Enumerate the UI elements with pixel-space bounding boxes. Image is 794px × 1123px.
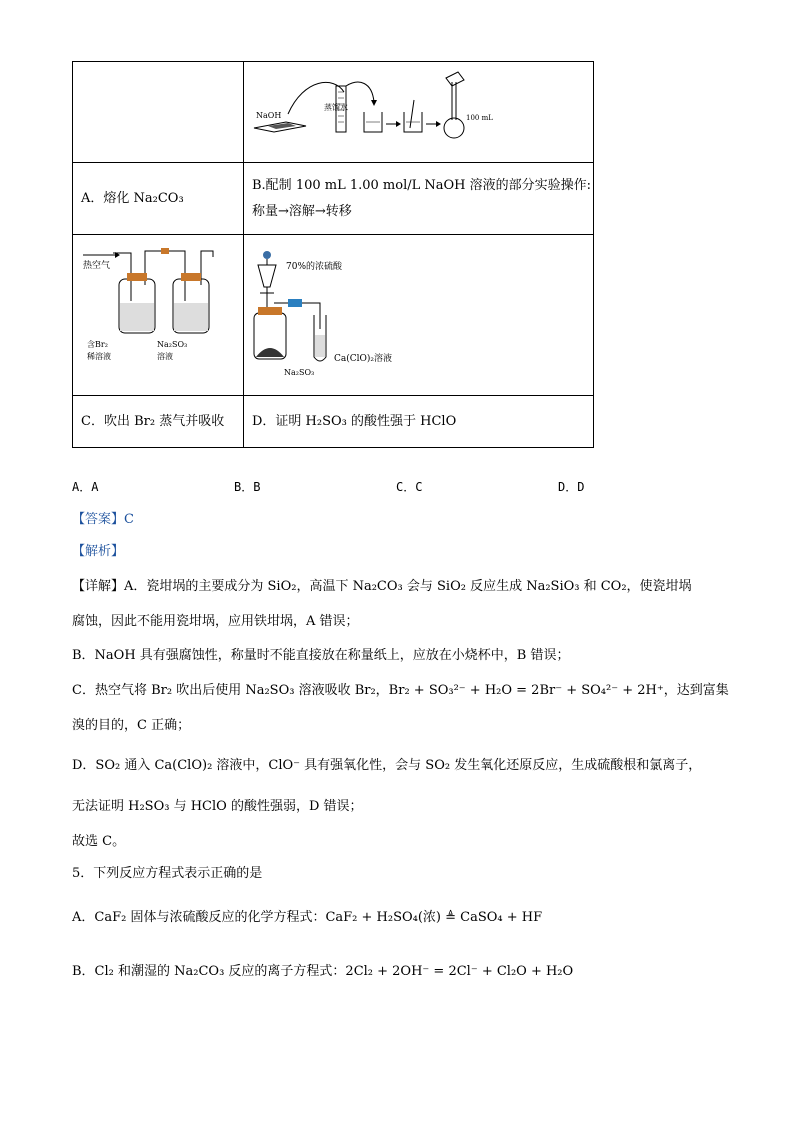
detail-c-line1: C．热空气将 Br₂ 吹出后使用 Na₂SO₃ 溶液吸收 Br₂，Br₂ + SO₃²⁻ + H₂O = 2Br⁻ + SO₄²⁻ + 2H⁺，达到富集 (72, 683, 729, 698)
detail-c-line2: 溴的目的，C 正确； (72, 718, 191, 733)
bromine-absorption-figure (73, 235, 244, 391)
question-table (72, 61, 594, 448)
analysis-header: 【解析】 (72, 544, 125, 559)
answer-options (72, 478, 632, 496)
detail-b: B．NaOH 具有强腐蚀性，称量时不能直接放在称量纸上，应放在小烧杯中，B 错误； (72, 648, 570, 663)
so2-generation-figure (244, 235, 594, 391)
cell-a-label: A．熔化 Na₂CO₃ (81, 190, 184, 206)
flask-label: 100 mL (466, 114, 493, 122)
cell-a (73, 163, 244, 235)
water-label-text: 蒸馏水 (324, 103, 348, 112)
right-bottle-label-1: Na₂SO₃ (157, 340, 188, 349)
right-bottle-label-2: 溶液 (157, 352, 173, 361)
detail-d-line2: 无法证明 H₂SO₃ 与 HClO 的酸性强弱，D 错误； (72, 799, 363, 814)
option-c[interactable]: C．C (396, 480, 423, 494)
cell-c-label: C．吹出 Br₂ 蒸气并吸收 (81, 413, 225, 429)
hot-air-label: 热空气 (83, 261, 111, 271)
naoh-preparation-figure (244, 62, 594, 158)
cell-d-label: D．证明 H₂SO₃ 的酸性强于 HClO (252, 413, 457, 429)
option-b[interactable]: B．B (234, 480, 261, 494)
left-bottle-label-2: 稀溶液 (87, 352, 111, 361)
solid-label: Na₂SO₃ (284, 368, 315, 377)
cell-d (244, 396, 594, 448)
detail-a-line2: 腐蚀，因此不能用瓷坩埚，应用铁坩埚，A 错误； (72, 614, 359, 629)
question5-option-b[interactable]: B．Cl₂ 和潮湿的 Na₂CO₃ 反应的离子方程式：2Cl₂ + 2OH⁻ = 2Cl⁻ + Cl₂O + H₂O (72, 964, 574, 979)
naoh-label: NaOH (256, 111, 282, 120)
detail-conclusion: 故选 C。 (72, 834, 126, 849)
option-a[interactable]: A．A (72, 480, 99, 494)
solution-label: Ca(ClO)₂溶液 (334, 354, 393, 364)
answer-line: 【答案】C (72, 512, 134, 527)
cell-c (73, 396, 244, 448)
cell-c-figure (73, 235, 244, 396)
cell-b-figure (244, 62, 594, 163)
water-label (324, 102, 348, 112)
left-bottle-label-1: 含Br₂ (87, 340, 108, 349)
question5-option-a[interactable]: A．CaF₂ 固体与浓硫酸反应的化学方程式：CaF₂ + H₂SO₄(浓) ≜ CaSO₄ + HF (72, 910, 543, 925)
question5-stem: 5．下列反应方程式表示正确的是 (72, 866, 263, 881)
cell-b (244, 163, 594, 235)
cell-b-label-line1: B.配制 100 mL 1.00 mol/L NaOH 溶液的部分实验操作: (252, 177, 592, 193)
acid-label: 70%的浓硫酸 (286, 262, 343, 272)
cell-b-label-line2: 称量→溶解→转移 (252, 203, 352, 219)
option-d[interactable]: D．D (558, 480, 585, 494)
detail-a-line1: 【详解】A．瓷坩埚的主要成分为 SiO₂，高温下 Na₂CO₃ 会与 SiO₂ 反应生成 Na₂SiO₃ 和 CO₂，使瓷坩埚 (72, 579, 692, 594)
cell-a-figure (73, 62, 244, 163)
cell-d-figure (244, 235, 594, 396)
detail-d-line1: D．SO₂ 通入 Ca(ClO)₂ 溶液中，ClO⁻ 具有强氧化性，会与 SO₂ 发生氧化还原反应，生成硫酸根和氯离子， (72, 758, 702, 773)
